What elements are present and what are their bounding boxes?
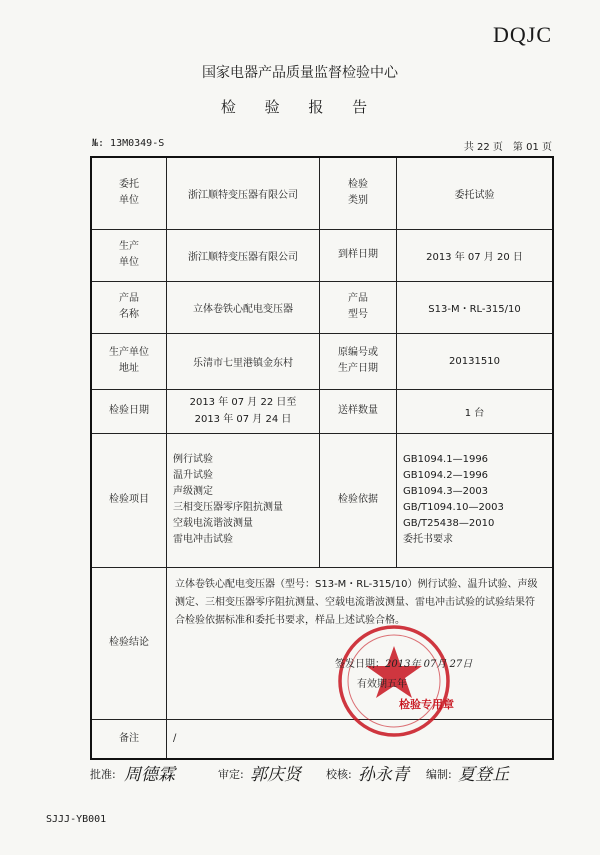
document-code: DQJC [492, 22, 552, 47]
list-item: 例行试验 [173, 454, 213, 465]
quantity-label: 送样数量 [320, 389, 397, 433]
compile-signature: 夏登丘 [458, 765, 509, 785]
producer-value: 浙江顺特变压器有限公司 [167, 229, 320, 281]
product-value: 立体卷铁心配电变压器 [167, 281, 320, 333]
model-label: 产品 型号 [320, 281, 397, 333]
report-title: 检 验 报 告 [220, 98, 380, 116]
list-item: GB1094.1—1996 [403, 454, 489, 465]
list-item: 温升试验 [173, 470, 213, 481]
basis-label: 检验依据 [320, 433, 397, 567]
quantity-value: 1 台 [397, 389, 554, 433]
remark-label: 备注 [91, 719, 167, 759]
list-item: 空载电流谐波测量 [173, 518, 253, 529]
remark-value: / [167, 719, 554, 759]
product-label: 产品 名称 [91, 281, 167, 333]
arrival-value: 2013 年 07 月 20 日 [397, 229, 554, 281]
serial-label: 原编号或 生产日期 [320, 333, 397, 389]
list-item: GB1094.3—2003 [403, 486, 489, 497]
test-date-label: 检验日期 [91, 389, 167, 433]
items-label: 检验项目 [91, 433, 167, 567]
list-item: 委托书要求 [403, 534, 453, 545]
list-item: GB1094.2—1996 [403, 470, 489, 481]
conclusion-label: 检验结论 [91, 567, 167, 719]
form-code: SJJJ-YB001 [46, 814, 107, 825]
check-label: 校核: [326, 768, 352, 781]
test-type-label: 检验 类别 [320, 157, 397, 229]
review-signature: 郭庆贤 [250, 765, 301, 785]
sign-date: 签发日期：2013年 07月 27日 [335, 658, 473, 670]
list-item: GB/T1094.10—2003 [403, 502, 504, 513]
address-label: 生产单位 地址 [91, 333, 167, 389]
list-item: 三相变压器零序阻抗测量 [173, 502, 283, 513]
report-table [90, 156, 554, 760]
check-signature: 孙永青 [358, 765, 409, 785]
validity-text: 有效期五年 [357, 678, 407, 690]
items-list [167, 433, 320, 567]
address-value: 乐清市七里港镇金东村 [167, 333, 320, 389]
conclusion-cell [167, 567, 554, 719]
report-number: №: 13M0349-S [92, 138, 165, 149]
client-value: 浙江顺特变压器有限公司 [167, 157, 320, 229]
compile-label: 编制: [426, 768, 452, 781]
page-count: 共 22 页 第 01 页 [463, 142, 552, 153]
serial-value: 20131510 [397, 333, 554, 389]
approve-signature: 周德霖 [124, 765, 175, 785]
client-label: 委托 单位 [91, 157, 167, 229]
review-label: 审定: [218, 768, 244, 781]
list-item: 雷电冲击试验 [173, 534, 233, 545]
producer-label: 生产 单位 [91, 229, 167, 281]
approve-label: 批准: [90, 768, 116, 781]
model-value: S13-M・RL-315/10 [397, 281, 554, 333]
test-date-value: 2013 年 07 月 22 日至 2013 年 07 月 24 日 [167, 389, 320, 433]
conclusion-text: 立体卷铁心配电变压器（型号：S13-M・RL-315/10）例行试验、温升试验、声级测定、三相变压器零序阻抗测量、空载电流谐波测量、雷电冲击试验的试验结果符合检验依据标准和委托书要求，样品上述试验合格。 [175, 578, 538, 626]
test-type-value: 委托试验 [397, 157, 554, 229]
list-item: 声级测定 [173, 486, 213, 497]
organization-name: 国家电器产品质量监督检验中心 [202, 65, 398, 81]
list-item: GB/T25438—2010 [403, 518, 495, 529]
arrival-label: 到样日期 [320, 229, 397, 281]
seal-text: 检验专用章 [399, 697, 454, 711]
basis-list [397, 433, 554, 567]
